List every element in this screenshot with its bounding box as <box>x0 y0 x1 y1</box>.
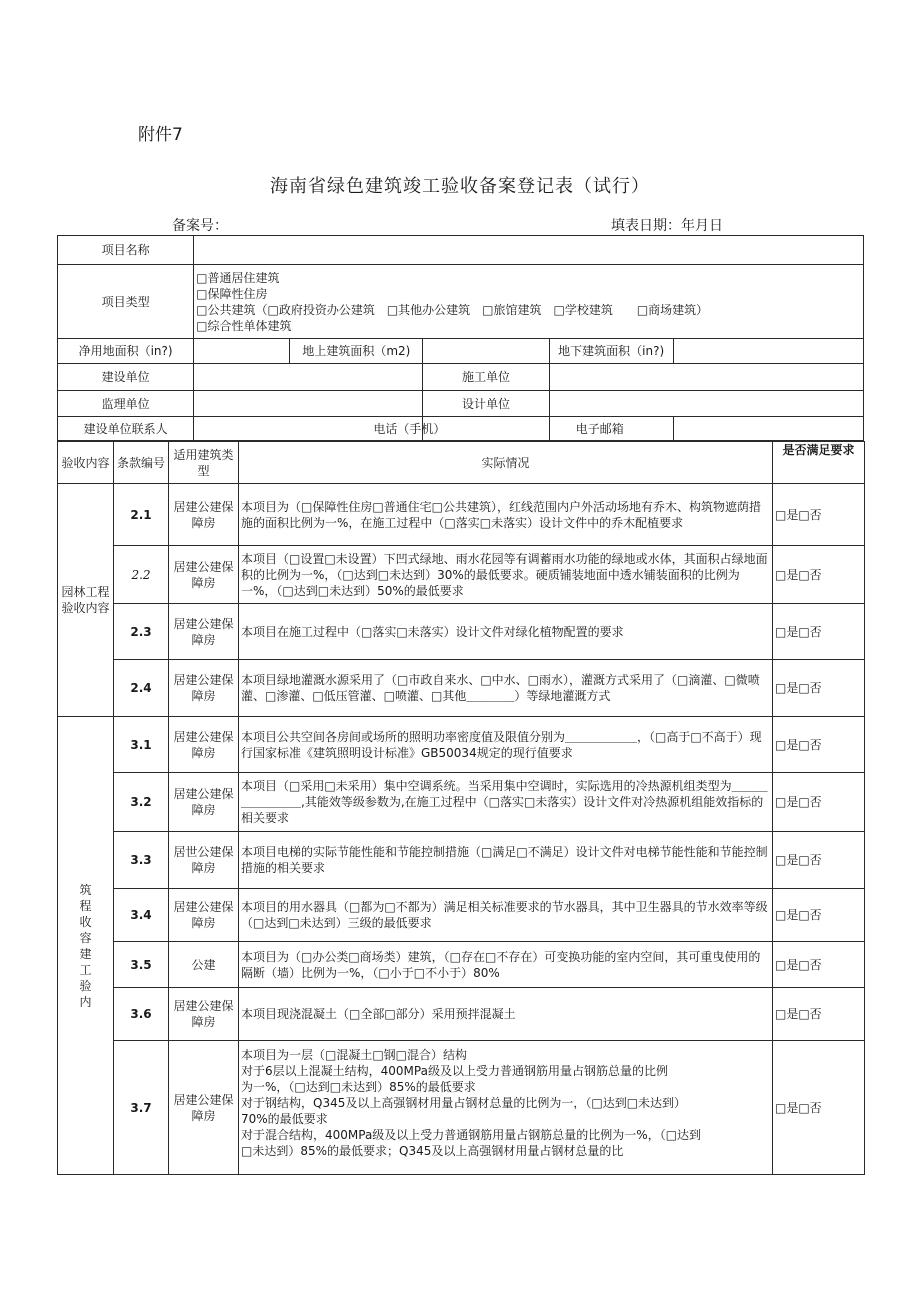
meets-checkbox[interactable]: □是□否 <box>773 604 865 660</box>
building-type: 居建公建保障房 <box>169 988 239 1041</box>
description-line: 对于混合结构，400MPa级及以上受力普通钢筋用量占钢筋总量的比例为一%，（□达到 <box>241 1128 702 1142</box>
actual-description: 本项目（□设置□未设置）下凹式绿地、雨水花园等有调蓄雨水功能的绿地或水体，其面积占绿地面积的比例为一%，（□达到□未达到）30%的最低要求。硬质铺装地面中透水铺装面积的比例为一%，（□达到□未达到）50%的最低要求 <box>239 546 773 604</box>
actual-description: 本项目为（□保障性住房□普通住宅□公共建筑），红线范围内户外活动场地有乔木、构筑物遮荫措施的面积比例为一%，在施工过程中（□落实□未落实）设计文件中的乔木配植要求 <box>239 484 773 546</box>
project-type-option[interactable]: □公共建筑（□政府投资办公建筑 □其他办公建筑 □旅馆建筑 □学校建筑 □商场建筑） <box>196 302 709 317</box>
supervision-label: 监理单位 <box>58 391 194 417</box>
table-row <box>58 889 865 942</box>
actual-description: 本项目公共空间各房间或场所的照明功率密度值及限值分别为＿＿＿＿＿＿，（□高于□不高于）现行国家标准《建筑照明设计标准》GB50034规定的现行值要求 <box>239 717 773 773</box>
actual-description <box>239 1041 773 1175</box>
table-row <box>58 832 865 889</box>
header-actual: 实际情况 <box>239 442 773 484</box>
phone-label: 电话（手机） <box>373 421 446 436</box>
meets-checkbox[interactable]: □是□否 <box>773 660 865 717</box>
clause-number: 3.1 <box>114 717 169 773</box>
header-clause: 条款编号 <box>114 442 169 484</box>
actual-description: 本项目的用水器具（□都为□不都为）满足相关标准要求的节水器具，其中卫生器具的节水效率等级（□达到□未达到）三级的最低要求 <box>239 889 773 942</box>
group-label: 园林工程验收内容 <box>58 484 114 717</box>
meets-checkbox[interactable]: □是□否 <box>773 484 865 546</box>
project-name-label: 项目名称 <box>58 236 194 265</box>
building-type: 居建公建保障房 <box>169 773 239 832</box>
description-line: 70%的最低要求 <box>241 1112 328 1126</box>
building-type: 公建 <box>169 942 239 988</box>
fill-date-label: 填表日期：年月日 <box>611 218 723 234</box>
project-name-field[interactable] <box>194 236 864 265</box>
meets-checkbox[interactable]: □是□否 <box>773 773 865 832</box>
above-ground-area-field[interactable] <box>423 339 549 364</box>
project-type-option[interactable]: □普通居住建筑 <box>196 270 280 285</box>
table-row <box>58 988 865 1041</box>
builder-field[interactable] <box>194 364 423 391</box>
supervision-field[interactable] <box>194 391 423 417</box>
table-row <box>58 717 865 773</box>
project-type-options[interactable] <box>194 265 864 339</box>
meets-checkbox[interactable]: □是□否 <box>773 546 865 604</box>
underground-area-field[interactable] <box>673 339 863 364</box>
design-unit-label: 设计单位 <box>423 391 549 417</box>
building-type: 居建公建保障房 <box>169 717 239 773</box>
email-label-cell <box>575 417 863 441</box>
above-ground-area-label: 地上建筑面积（m2) <box>290 339 423 364</box>
clause-number: 2.4 <box>114 660 169 717</box>
description-line: 对于钢结构，Q345及以上高强钢材用量占钢材总量的比例为一，（□达到□未达到） <box>241 1096 687 1110</box>
actual-description: 本项目（□采用□未采用）集中空调系统。当采用集中空调时，实际选用的冷热源机组类型为＿＿＿＿＿＿＿＿,其能效等级参数为,在施工过程中（□落实□未落实）设计文件对冷热源机组能效指标的相关要求 <box>239 773 773 832</box>
building-type: 居建公建保障房 <box>169 546 239 604</box>
building-type: 居建公建保障房 <box>169 889 239 942</box>
table-row <box>58 1041 865 1175</box>
meets-checkbox[interactable]: □是□否 <box>773 988 865 1041</box>
clause-number: 3.2 <box>114 773 169 832</box>
actual-description: 本项目为（□办公类□商场类）建筑，（□存在□不存在）可变换功能的室内空间，其可重曳使用的隔断（墙）比例为一%，（□小于□不小于）80% <box>239 942 773 988</box>
clause-number: 3.6 <box>114 988 169 1041</box>
registration-number-label: 备案号： <box>172 218 228 234</box>
actual-description: 本项目在施工过程中（□落实□未落实）设计文件对绿化植物配置的要求 <box>239 604 773 660</box>
actual-description: 本项目电梯的实际节能性能和节能控制措施（□满足□不满足）设计文件对电梯节能性能和节能控制措施的相关要求 <box>239 832 773 889</box>
table-row <box>58 484 865 546</box>
actual-description: 本项目现浇混凝土（□全部□部分）采用预拌混凝土 <box>239 988 773 1041</box>
design-unit-field[interactable] <box>549 391 863 417</box>
project-type-label: 项目类型 <box>58 265 194 339</box>
project-info-table <box>57 235 864 441</box>
project-type-option[interactable]: □综合性单体建筑 <box>196 318 292 333</box>
builder-label: 建设单位 <box>58 364 194 391</box>
building-type: 居建公建保障房 <box>169 660 239 717</box>
phone-label-cell <box>373 417 549 441</box>
clause-number: 3.7 <box>114 1041 169 1175</box>
table-row <box>58 604 865 660</box>
clause-number: 3.3 <box>114 832 169 889</box>
building-type: 居建公建保障房 <box>169 484 239 546</box>
header-meets: 是否满足要求 <box>773 442 865 484</box>
page-title: 海南省绿色建筑竣工验收备案登记表（试行） <box>270 176 650 197</box>
table-row <box>58 660 865 717</box>
net-land-area-field[interactable] <box>194 339 290 364</box>
group-label-text: 筑程收容建工验内 <box>79 882 92 1009</box>
underground-area-label: 地下建筑面积（in?) <box>549 339 673 364</box>
building-type: 居世公建保障房 <box>169 832 239 889</box>
actual-description: 本项目绿地灌溉水源采用了（□市政自来水、□中水、□雨水），灌溉方式采用了（□滴灌、□微喷灌、□渗灌、□低压管灌、□喷灌、□其他＿＿＿＿）等绿地灌溉方式 <box>239 660 773 717</box>
net-land-area-label: 净用地面积（in?) <box>58 339 194 364</box>
meets-checkbox[interactable]: □是□否 <box>773 889 865 942</box>
table-row <box>58 773 865 832</box>
table-row <box>58 942 865 988</box>
clause-number: 2.1 <box>114 484 169 546</box>
meets-checkbox[interactable]: □是□否 <box>773 832 865 889</box>
construction-unit-label: 施工单位 <box>423 364 549 391</box>
description-line: 本项目为一层（□混凝土□钢□混合）结构 <box>241 1048 468 1062</box>
table-row <box>58 546 865 604</box>
group-label <box>58 717 114 1175</box>
description-line: 对于6层以上混凝土结构，400MPa级及以上受力普通钢筋用量占钢筋总量的比例 <box>241 1064 668 1078</box>
meets-checkbox[interactable]: □是□否 <box>773 942 865 988</box>
description-line: □未达到）85%的最低要求；Q345及以上高强钢材用量占钢材总量的比 <box>241 1144 624 1158</box>
attachment-label: 附件7 <box>138 125 183 145</box>
header-building-type: 适用建筑类型 <box>169 442 239 484</box>
email-label: 电子邮箱 <box>575 421 624 436</box>
building-type: 居建公建保障房 <box>169 1041 239 1175</box>
description-line: 为一%，（□达到□未达到）85%的最低要求 <box>241 1080 476 1094</box>
meets-checkbox[interactable]: □是□否 <box>773 717 865 773</box>
building-type: 居建公建保障房 <box>169 604 239 660</box>
clause-number: 2.2 <box>114 546 169 604</box>
project-type-option[interactable]: □保障性住房 <box>196 286 268 301</box>
clause-number: 2.3 <box>114 604 169 660</box>
header-category: 验收内容 <box>58 442 114 484</box>
meets-checkbox[interactable]: □是□否 <box>773 1041 865 1175</box>
construction-unit-field[interactable] <box>549 364 863 391</box>
clause-number: 3.4 <box>114 889 169 942</box>
acceptance-table <box>57 441 865 1175</box>
clause-number: 3.5 <box>114 942 169 988</box>
contact-label: 建设单位联系人 <box>58 417 194 441</box>
